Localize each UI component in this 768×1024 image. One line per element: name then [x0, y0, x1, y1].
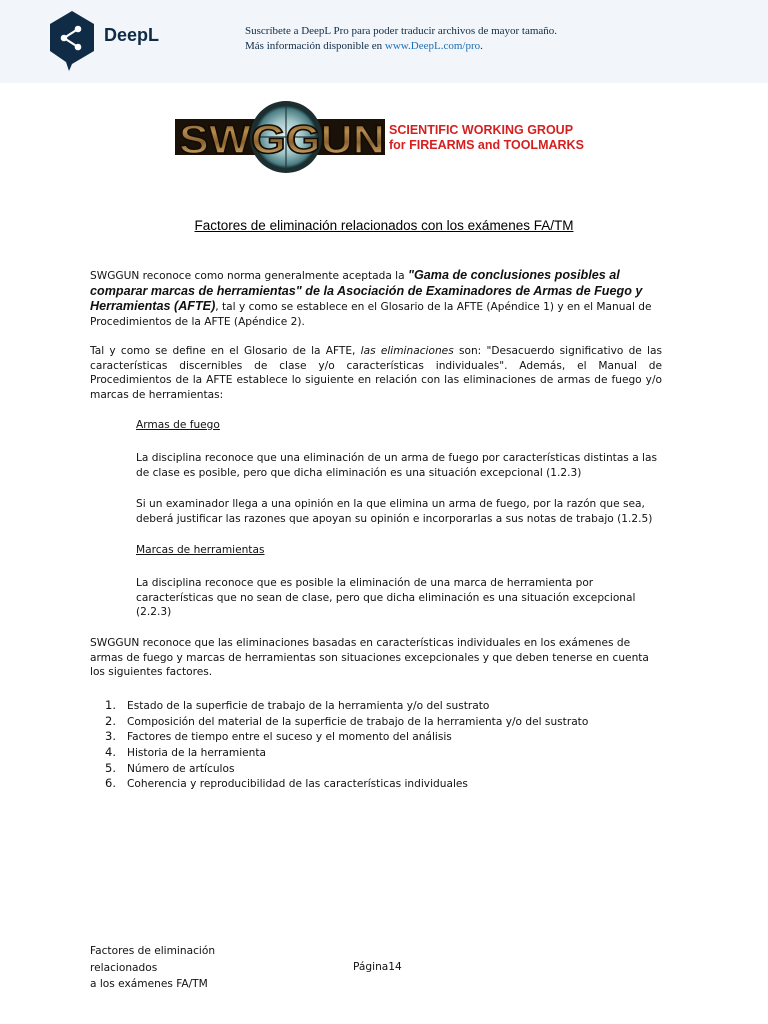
list-item — [105, 698, 588, 714]
footer-line-3: a los exámenes FA/TM — [90, 978, 208, 990]
swggun-logo — [173, 99, 593, 177]
deepl-brand-name: DeepL — [104, 25, 160, 45]
deepl-banner — [0, 0, 768, 83]
definition-italic-term: las eliminaciones — [360, 345, 454, 357]
intro-lead: SWGGUN reconoce como norma generalmente aceptada la — [90, 270, 408, 282]
list-item-text: Historia de la herramienta — [127, 747, 267, 760]
definition-lead: Tal y como se define en el Glosario de la AFTE, — [90, 345, 361, 357]
list-item-text: Número de artículos — [127, 762, 235, 775]
toolmarks-heading: Marcas de herramientas — [136, 544, 265, 556]
list-item — [105, 714, 588, 730]
list-item-text: Coherencia y reproducibilidad de las características individuales — [127, 778, 468, 791]
document-title: Factores de eliminación relacionados con los exámenes FA/TM — [194, 218, 574, 233]
definition-paragraph — [90, 344, 662, 402]
definition-rest: son: "Desacuerdo significativo de las características discernibles de clase y/o características individuales". Además, el Manual de Procedimientos de la AFTE establece lo siguiente en relación con las eliminaciones de armas de fuego y/o marcas de herramientas: — [90, 345, 662, 401]
firearms-heading: Armas de fuego — [136, 419, 220, 431]
swggun-wordmark: SWGGUN — [179, 118, 385, 162]
deepl-logo-icon[interactable] — [47, 10, 97, 72]
factors-intro-paragraph: SWGGUN reconoce que las eliminaciones basadas en características individuales en los exámenes de armas de fuego y marcas de herramientas son situaciones excepcionales y que deben tenerse en cuenta los siguientes factores. — [90, 637, 649, 678]
intro-tail: , tal y como se establece en el Glosario de la AFTE (Apéndice 1) y en el Manual de — [215, 301, 652, 313]
factors-list — [105, 698, 588, 792]
logo-tagline-2: for FIREARMS and TOOLMARKS — [389, 138, 584, 152]
toolmarks-item-1: La disciplina reconoce que es posible la eliminación de una marca de herramienta por características que no sean de clase, pero que dicha eliminación es una situación excepcional (2.2.3) — [136, 577, 636, 618]
intro-paragraph — [90, 268, 662, 329]
intro-last-line: Procedimientos de la AFTE (Apéndice 2). — [90, 315, 305, 328]
list-item — [105, 745, 588, 761]
list-item-number: 3. — [105, 729, 116, 744]
promo-line-1: Suscríbete a DeepL Pro para poder traducir archivos de mayor tamaño. — [245, 25, 558, 37]
footer-document-name — [90, 943, 290, 993]
footer-line-2: relacionados — [90, 961, 158, 974]
list-item-text: Factores de tiempo entre el suceso y el momento del análisis — [127, 731, 452, 744]
footer-line-1: Factores de eliminación — [90, 945, 216, 957]
logo-tagline-1: SCIENTIFIC WORKING GROUP — [389, 123, 574, 137]
list-item-number: 2. — [105, 713, 116, 728]
list-item — [105, 761, 588, 777]
list-item — [105, 729, 588, 745]
intro-bold-quote-3: Herramientas (AFTE) — [90, 299, 216, 313]
deepl-pro-link[interactable]: www.DeepL.com/pro — [384, 40, 481, 52]
list-item-number: 1. — [105, 698, 116, 712]
list-item-number: 6. — [105, 776, 116, 791]
list-item-text: Estado de la superficie de trabajo de la herramienta y/o del sustrato — [127, 700, 490, 712]
list-item — [105, 776, 588, 792]
promo-line-2 — [245, 39, 665, 54]
list-item-number: 4. — [105, 745, 116, 760]
list-item-number: 5. — [105, 760, 116, 775]
page-number: Página14 — [353, 961, 402, 973]
promo-suffix: . — [480, 40, 483, 52]
deepl-promo-text — [245, 24, 665, 54]
list-item-text: Composición del material de la superficie de trabajo de la herramienta y/o del sustrato — [127, 715, 589, 728]
firearms-item-1: La disciplina reconoce que una eliminación de un arma de fuego por características distintas a las de clase es posible, pero que dicha eliminación es una situación excepcional (1.2.3) — [136, 452, 658, 479]
promo-prefix: Más información disponible en — [245, 40, 385, 52]
intro-bold-quote-1: "Gama de conclusiones posibles al — [407, 268, 620, 282]
intro-bold-quote-2: comparar marcas de herramientas" de la Asociación de Examinadores de Armas de Fuego y — [90, 283, 643, 298]
firearms-item-2: Si un examinador llega a una opinión en la que elimina un arma de fuego, por la razón que sea, deberá justificar las razones que apoyan su opinión e incorporarlas a sus notas de trabajo (1.2.5) — [136, 498, 653, 525]
